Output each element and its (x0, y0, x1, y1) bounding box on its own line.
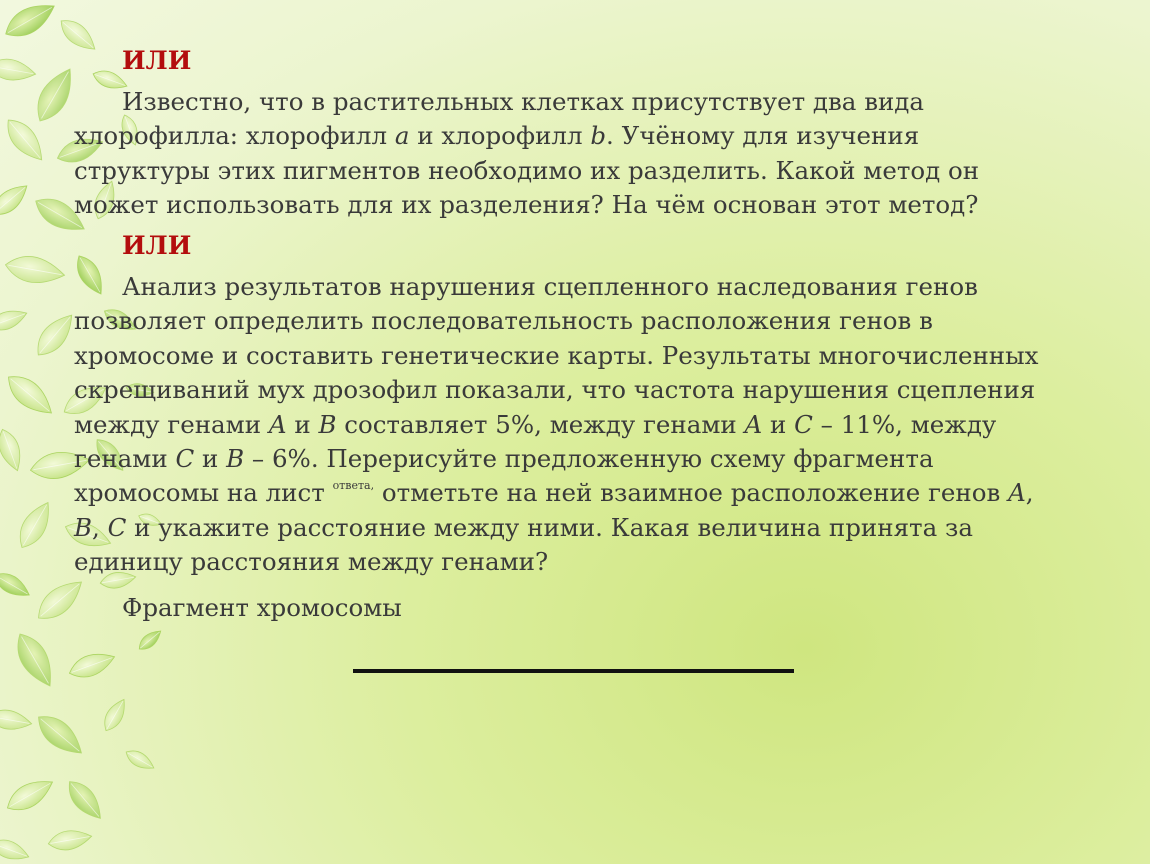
question-1-line-3: структуры этих пигментов необходимо их разделить. Какой метод он (74, 155, 980, 185)
text-fragment: хромосомы на лист (74, 478, 333, 508)
text-fragment: генами (74, 444, 176, 474)
text-fragment: . Учёному для изучения (606, 121, 920, 151)
superscript-answer: ответа, (332, 479, 375, 493)
gene-c-label: C (794, 409, 813, 439)
question-2-line-7 (74, 476, 1104, 510)
question-chlorophyll (74, 85, 1104, 223)
text-fragment: и (194, 444, 227, 474)
chlorophyll-a-label: a (394, 121, 410, 151)
gene-a-label: A (1008, 478, 1026, 508)
text-fragment: составляет 5%, между генами (336, 409, 745, 439)
question-2-line-4: скрещиваний мух дрозофил показали, что частота нарушения сцепления (74, 375, 1036, 405)
text-fragment: – 11%, между (812, 409, 997, 439)
question-2-line-3: хромосоме и составить генетические карты. Результаты многочисленных (74, 340, 1039, 370)
question-1-line-2 (74, 119, 1104, 153)
text-fragment: и (762, 409, 795, 439)
question-2-line-1: Анализ результатов нарушения сцепленного наследования генов (122, 272, 978, 301)
text-fragment: и (286, 409, 319, 439)
text-fragment: между генами (74, 409, 269, 439)
gene-b-label: B (74, 512, 93, 542)
gene-b-label: B (226, 444, 245, 474)
chlorophyll-b-label: b (590, 121, 607, 151)
gene-c-label: C (107, 512, 127, 542)
question-2-line-8 (74, 511, 1104, 545)
text-fragment: хлорофилла: хлорофилл (74, 121, 395, 151)
heading-or-2: ИЛИ (122, 231, 192, 260)
gene-b-label: B (318, 409, 337, 439)
heading-or-1: ИЛИ (122, 46, 192, 75)
text-fragment: , (1025, 478, 1034, 508)
question-2-line-5 (74, 408, 1104, 442)
chromosome-fragment-line (353, 669, 794, 673)
text-fragment: , (92, 512, 108, 542)
question-2-line-6 (74, 442, 1104, 476)
question-2-line-2: позволяет определить последовательность расположения генов в (74, 306, 933, 336)
gene-a-label: A (268, 409, 287, 439)
text-fragment: отметьте на ней взаимное расположение генов (374, 478, 1009, 508)
question-1-line-4: может использовать для их разделения? На чём основан этот метод? (74, 190, 979, 220)
gene-a-label: A (744, 409, 763, 439)
text-fragment: и хлорофилл (409, 121, 591, 151)
text-fragment: – 6%. Перерисуйте предложенную схему фрагмента (244, 444, 934, 474)
chromosome-fragment-caption: Фрагмент хромосомы (122, 593, 402, 622)
question-gene-linkage (74, 270, 1104, 580)
gene-c-label: C (175, 444, 195, 474)
text-fragment: и укажите расстояние между ними. Какая величина принята за (126, 512, 973, 542)
question-1-line-1: Известно, что в растительных клетках присутствует два вида (122, 87, 925, 116)
question-2-line-9: единицу расстояния между генами? (74, 547, 549, 577)
